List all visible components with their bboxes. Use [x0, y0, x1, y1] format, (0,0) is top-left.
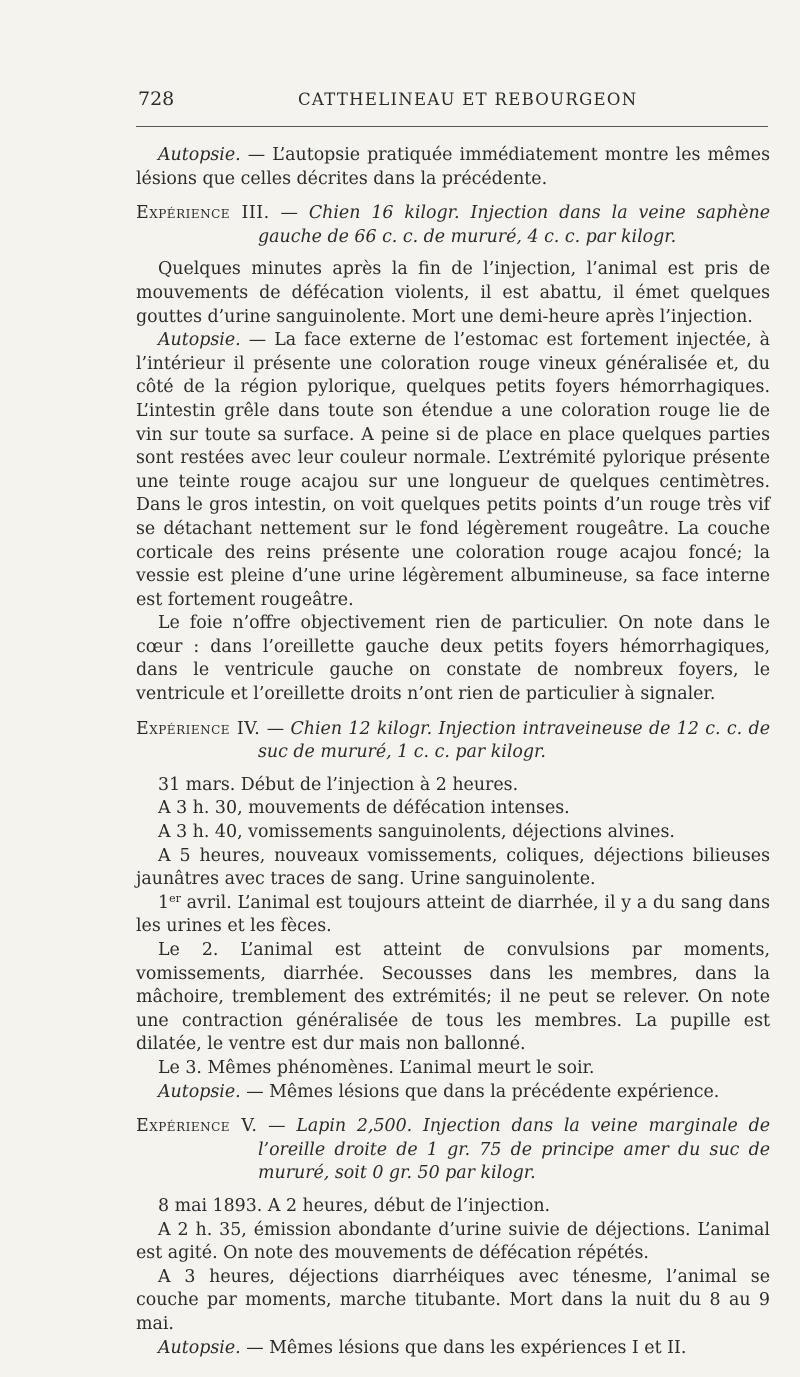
- experience-5-line: A 2 h. 35, émission abondante d’urine suivie de déjections. L’animal est agité. On note des mouvements de défécation répétés.: [136, 1219, 770, 1264]
- experience-5-line: 8 mai 1893. A 2 heures, début de l’injection.: [158, 1195, 551, 1216]
- experience-4-line: A 5 heures, nouveaux vomissements, coliques, déjections bilieuses jaunâtres avec traces de sang. Urine sanguinolente.: [136, 845, 770, 890]
- experience-5-heading: [136, 1115, 770, 1186]
- experience-4-line: Le 2. L’animal est atteint de convulsions par moments, vomissements, diarrhée. Secousses dans les membres, dans la mâchoire, tremblement des extrémités; il ne peut se relever. On note une contraction généralisée de tous les membres. La pupille est dilatée, le ventre est dur mais non ballonné.: [136, 940, 770, 1055]
- experience-4-heading: [136, 718, 770, 765]
- experience-5-line: A 3 heures, déjections diarrhéiques avec ténesme, l’animal se couche par moments, marche titubante. Mort dans la nuit du 8 au 9 mai.: [136, 1266, 770, 1334]
- autopsie-label: Autopsie.: [158, 1081, 241, 1102]
- paragraph-text: avril. L’animal est toujours atteint de diarrhée, il y a du sang dans les urines et les fèces.: [136, 892, 770, 937]
- experience-4-line: A 3 h. 40, vomissements sanguinolents, déjections alvines.: [158, 822, 675, 843]
- experience-label: Expérience IV.: [136, 718, 261, 739]
- header-rule: [136, 126, 768, 127]
- experience-label: Expérience V.: [136, 1116, 258, 1137]
- experience-5-autopsie: [136, 1337, 770, 1361]
- paragraph-text: — Mêmes lésions que dans la précédente expérience.: [240, 1081, 720, 1102]
- experience-4-line: A 3 h. 30, mouvements de défécation intenses.: [158, 798, 570, 819]
- experience-4-avril: [136, 892, 770, 939]
- experience-label: Expérience III.: [136, 203, 270, 224]
- experience-3-foie-paragraph: Le foie n’offre objectivement rien de particulier. On note dans le cœur : dans l’oreillette gauche deux petits foyers hémorrhagiques, dans le ventricule gauche on constate de nombreux foyers, le ventricule et l’oreillette droits n’ont rien de particulier à signaler.: [136, 613, 770, 705]
- paragraph-text: — Mêmes lésions que dans les expériences I et II.: [240, 1337, 687, 1358]
- experience-3-heading: [136, 202, 770, 249]
- heading-dash: —: [269, 203, 309, 224]
- page-header: [138, 88, 768, 116]
- experience-title: Lapin 2,500. Injection dans la veine marginale de l’oreille droite de 1 gr. 75 de principe amer du suc de mururé, soit 0 gr. 50 par kilogr.: [258, 1116, 770, 1184]
- autopsie-label: Autopsie.: [158, 1337, 241, 1358]
- paragraph-text: — L’autopsie pratiquée immédiatement montre les mêmes lésions que celles décrites dans la précédente.: [136, 145, 770, 189]
- heading-dash: —: [257, 1116, 297, 1137]
- page-body: [136, 144, 770, 1360]
- experience-title: Chien 12 kilogr. Injection intraveineuse de 12 c. c. de suc de mururé, 1 c. c. par kilogr.: [258, 718, 770, 763]
- day-number: 1: [158, 892, 170, 913]
- experience-3-paragraph: Quelques minutes après la fin de l’injection, l’animal est pris de mouvements de défécation violents, il est abattu, il émet quelques gouttes d’urine sanguinolente. Mort une demi-heure après l’injection.: [136, 259, 770, 327]
- experience-title: Chien 16 kilogr. Injection dans la veine saphène gauche de 66 c. c. de mururé, 4 c. c. par kilogr.: [258, 203, 770, 247]
- running-head: CATTHELINEAU ET REBOURGEON: [298, 90, 638, 109]
- experience-4-line: Le 3. Mêmes phénomènes. L’animal meurt le soir.: [158, 1057, 595, 1078]
- experience-4-line: 31 mars. Début de l’injection à 2 heures.: [158, 774, 519, 795]
- experience-4-autopsie: [136, 1081, 770, 1105]
- page-number: 728: [138, 88, 175, 110]
- experience-3-autopsie: [136, 329, 770, 612]
- ordinal-suffix: er: [169, 891, 181, 905]
- autopsie-label: Autopsie.: [158, 330, 241, 351]
- heading-dash: —: [260, 718, 291, 739]
- paragraph-text: — La face externe de l’estomac est fortement injectée, à l’intérieur il présente une coloration rouge vineux généralisée et, du côté de la région pylorique, quelques petits foyers hémorrhagiques. L’intestin grêle dans toute son étendue a une coloration rouge lie de vin sur toute sa surface. A peine si de place en place quelques parties sont restées avec leur couleur normale. L’extrémité pylorique présente une teinte rouge acajou sur une longueur de quelques centimètres. Dans le gros intestin, on voit quelques petits points d’un rouge très vif se détachant nettement sur le fond légèrement rougeâtre. La couche corticale des reins présente une coloration rouge acajou foncé; la vessie est pleine d’une urine légèrement albumineuse, sa face interne est fortement rougeâtre.: [136, 330, 770, 610]
- paragraph-autopsie-previous: [136, 144, 770, 191]
- autopsie-label: Autopsie.: [158, 145, 241, 165]
